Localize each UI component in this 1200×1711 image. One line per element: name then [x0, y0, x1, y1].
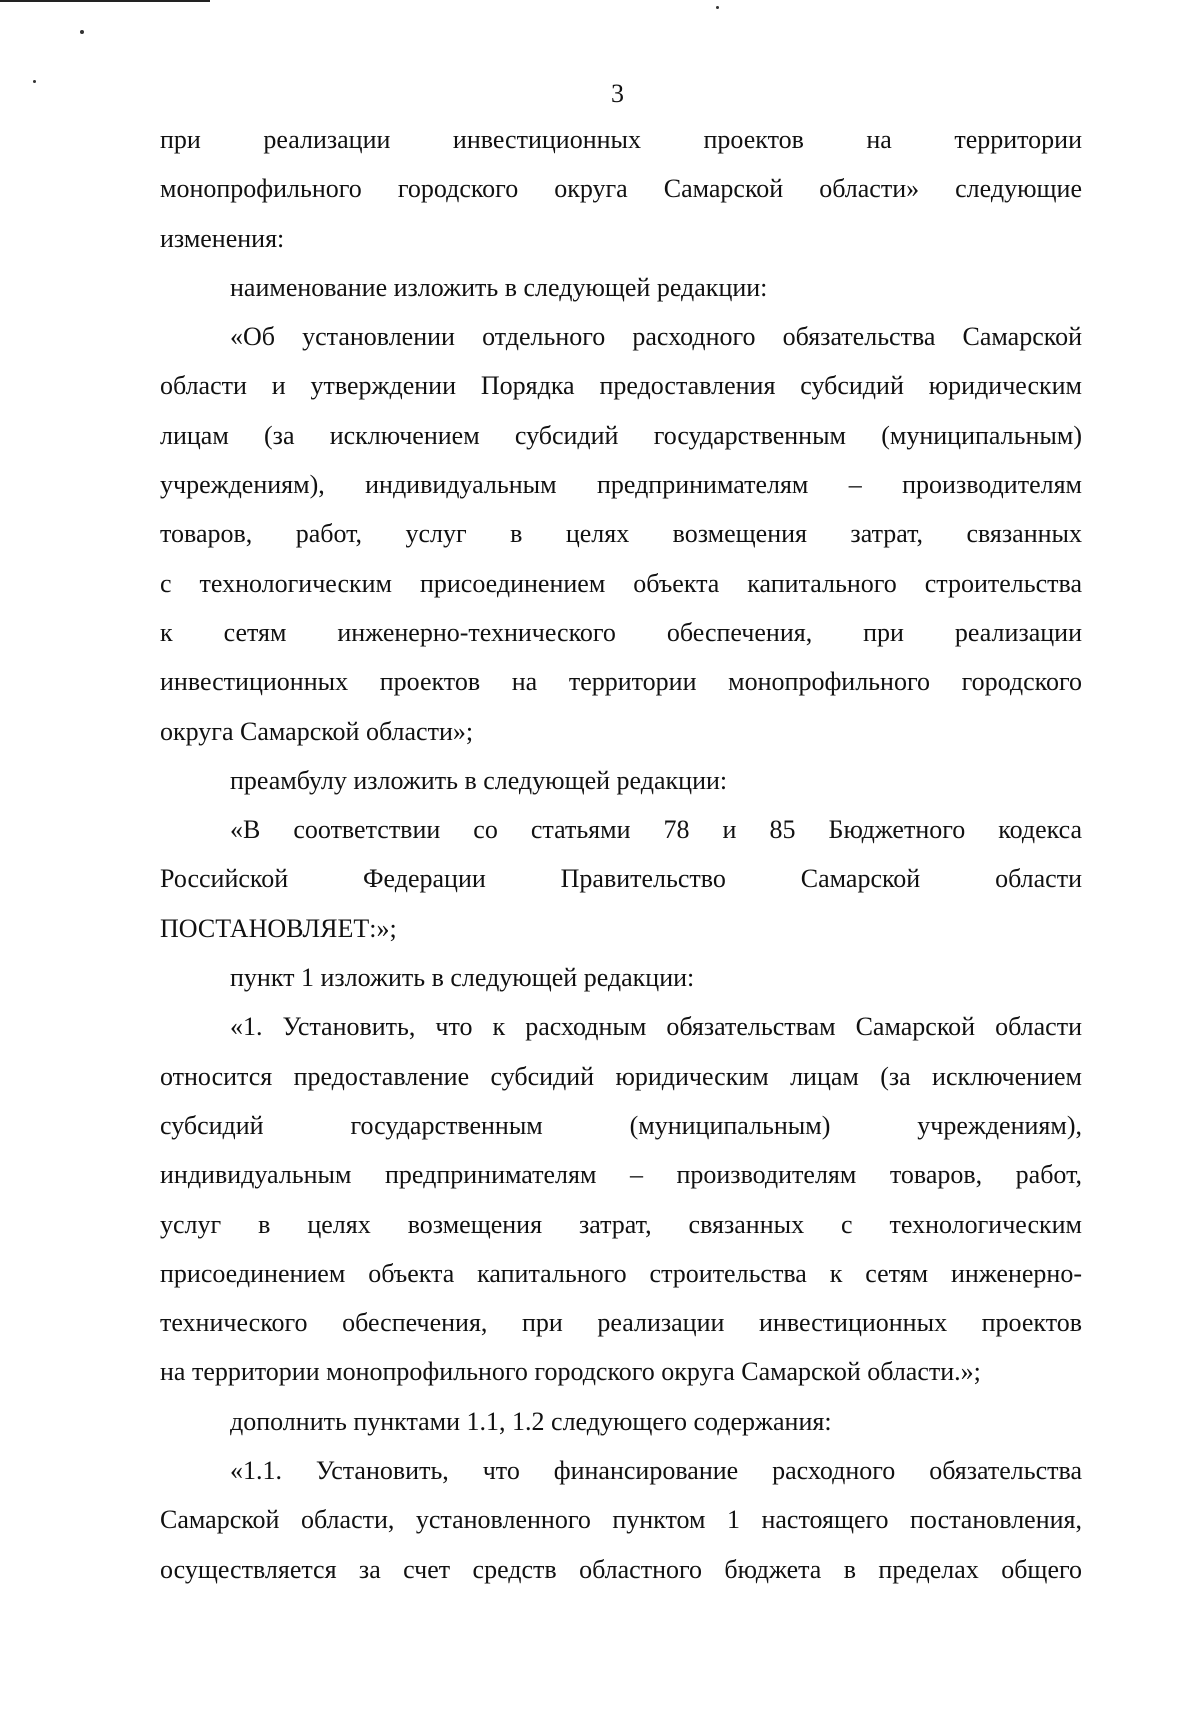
text-line: присоединением объекта капитального строительства к сетям инженерно-: [160, 1258, 1082, 1288]
text-line: технического обеспечения, при реализации инвестиционных проектов: [160, 1308, 1082, 1338]
text-line: Российской Федерации Правительство Самарской области: [160, 864, 1082, 894]
text-line: ПОСТАНОВЛЯЕТ:»;: [160, 913, 397, 943]
text-line: осуществляется за счет средств областного бюджета в пределах общего: [160, 1554, 1082, 1584]
text-line: наименование изложить в следующей редакции:: [230, 272, 768, 302]
text-line: округа Самарской области»;: [160, 716, 474, 746]
text-line: к сетям инженерно-технического обеспечения, при реализации: [160, 617, 1082, 647]
text-line: монопрофильного городского округа Самарской области» следующие: [160, 174, 1082, 204]
text-line: индивидуальным предпринимателям – производителям товаров, работ,: [160, 1160, 1082, 1190]
text-line: «1. Установить, что к расходным обязательствам Самарской области: [230, 1012, 1082, 1042]
text-line: учреждениям), индивидуальным предпринимателям – производителям: [160, 470, 1082, 500]
text-line: услуг в целях возмещения затрат, связанных с технологическим: [160, 1209, 1082, 1239]
text-line: изменения:: [160, 223, 285, 253]
text-line: «В соответствии со статьями 78 и 85 Бюджетного кодекса: [230, 815, 1082, 845]
scan-edge-line: [0, 0, 210, 2]
text-line: лицам (за исключением субсидий государственным (муниципальным): [160, 420, 1082, 450]
scan-speck: [716, 6, 719, 9]
scan-speck: [80, 30, 84, 34]
text-line: с технологическим присоединением объекта капитального строительства: [160, 568, 1082, 598]
text-line: «1.1. Установить, что финансирование расходного обязательства: [230, 1456, 1082, 1486]
text-line: дополнить пунктами 1.1, 1.2 следующего содержания:: [230, 1406, 832, 1436]
text-line: преамбулу изложить в следующей редакции:: [230, 765, 728, 795]
text-line: инвестиционных проектов на территории монопрофильного городского: [160, 667, 1082, 697]
text-line: пункт 1 изложить в следующей редакции:: [230, 963, 695, 993]
document-body: [160, 115, 1082, 1594]
page-number: 3: [611, 79, 624, 108]
text-line: Самарской области, установленного пунктом 1 настоящего постановления,: [160, 1505, 1082, 1535]
text-line: товаров, работ, услуг в целях возмещения затрат, связанных: [160, 519, 1082, 549]
text-line: области и утверждении Порядка предоставления субсидий юридическим: [160, 371, 1082, 401]
text-line: субсидий государственным (муниципальным) учреждениям),: [160, 1110, 1082, 1140]
text-line: при реализации инвестиционных проектов на территории: [160, 125, 1082, 154]
text-line: относится предоставление субсидий юридическим лицам (за исключением: [160, 1061, 1082, 1091]
text-line: «Об установлении отдельного расходного обязательства Самарской: [230, 322, 1082, 352]
text-line: на территории монопрофильного городского округа Самарской области.»;: [160, 1357, 981, 1387]
